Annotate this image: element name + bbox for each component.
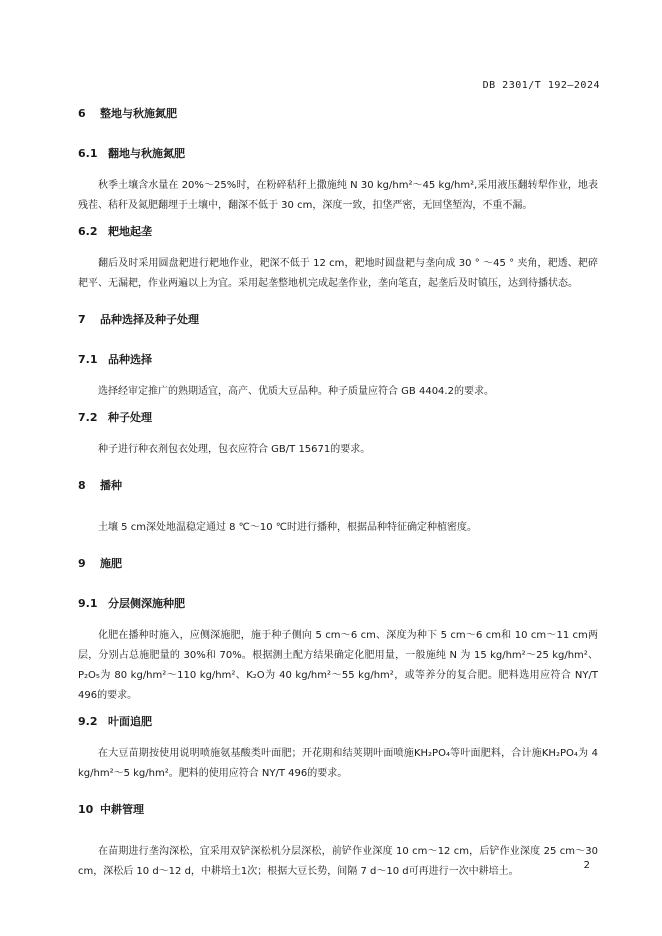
section-heading [78, 312, 598, 328]
section-heading [78, 478, 598, 494]
subsection-heading [78, 224, 598, 240]
section-title: 翻地与秋施氮肥 [108, 147, 185, 160]
section-title: 叶面追肥 [108, 715, 152, 728]
section-number: 9 [78, 557, 86, 570]
paragraph: 选择经审定推广的熟期适宜，高产、优质大豆品种。种子质量应符合 GB 4404.2的要求。 [98, 386, 494, 397]
section-title: 耙地起垄 [108, 225, 152, 238]
subsection-heading [78, 596, 598, 612]
section-number: 9.2 [78, 715, 98, 728]
section-number: 7.2 [78, 411, 98, 424]
section-title: 播种 [100, 479, 122, 492]
section-number: 7 [78, 313, 86, 326]
paragraph: 在苗期进行垄沟深松，宜采用双铲深松机分层深松，前铲作业深度 10 cm～12 cm，后铲作业深度 25 cm～30 cm，深松后 10 d～12 d，中耕培土1次；根据大豆长势，间隔 7 d～10 d可再进行一次中耕培土。 [78, 846, 598, 877]
section-heading [78, 802, 598, 818]
section-number: 6.1 [78, 147, 98, 160]
section-title: 施肥 [100, 557, 122, 570]
paragraph: 秋季土壤含水量在 20%～25%时，在粉碎秸秆上撒施纯 N 30 kg/hm²～45 kg/hm²,采用液压翻转犁作业，地表残茬、秸秆及氮肥翻埋于土壤中，翻深不低于 30 cm，深度一致，扣垡严密，无回垡堑沟，不重不漏。 [78, 180, 598, 211]
section-number: 7.1 [78, 353, 98, 366]
document-code: DB 2301/T 192—2024 [482, 80, 600, 91]
section-number: 10 [78, 803, 94, 816]
section-number: 8 [78, 479, 86, 492]
subsection-heading [78, 410, 598, 426]
section-number: 6.2 [78, 225, 98, 238]
section-title: 品种选择 [108, 353, 152, 366]
section-number: 6 [78, 107, 86, 120]
section-heading [78, 556, 598, 572]
section-number: 9.1 [78, 597, 98, 610]
section-title: 品种选择及种子处理 [100, 313, 199, 326]
section-title: 种子处理 [108, 411, 152, 424]
section-title: 中耕管理 [100, 803, 144, 816]
paragraph: 在大豆苗期按使用说明喷施氨基酸类叶面肥；开花期和结荚期叶面喷施KH₂PO₄等叶面肥料，合计施KH₂PO₄为 4 kg/hm²～5 kg/hm²。肥料的使用应符合 NY/T 496的要求。 [78, 748, 598, 779]
subsection-heading [78, 714, 598, 730]
section-heading [78, 106, 598, 122]
document-body [78, 106, 598, 890]
paragraph: 土壤 5 cm深处地温稳定通过 8 ℃～10 ℃时进行播种，根据品种特征确定种植密度。 [98, 522, 478, 533]
section-title: 分层侧深施种肥 [108, 597, 185, 610]
paragraph: 种子进行种衣剂包衣处理，包衣应符合 GB/T 15671的要求。 [98, 444, 371, 455]
paragraph: 翻后及时采用圆盘耙进行耙地作业，耙深不低于 12 cm，耙地时圆盘耙与垄向成 30 ° ～45 ° 夹角，耙透、耙碎耙平、无漏耙，作业两遍以上为宜。采用起垄整地机完成起垄作业，垄向笔直，起垄后及时镇压，达到待播状态。 [78, 258, 598, 289]
subsection-heading [78, 146, 598, 162]
subsection-heading [78, 352, 598, 368]
section-title: 整地与秋施氮肥 [100, 107, 177, 120]
page-number: 2 [583, 860, 590, 871]
paragraph: 化肥在播种时施入，应侧深施肥，施于种子侧向 5 cm～6 cm、深度为种下 5 cm～6 cm和 10 cm～11 cm两层，分别占总施肥量的 30%和 70%。根据测土配方结果确定化肥用量，一般施纯 N 为 15 kg/hm²～25 kg/hm²、P₂O₅为 80 kg/hm²～110 kg/hm²、K₂O为 40 kg/hm²～55 kg/hm²，或等养分的复合肥。肥料选用应符合 NY/T 496的要求。 [78, 630, 598, 701]
